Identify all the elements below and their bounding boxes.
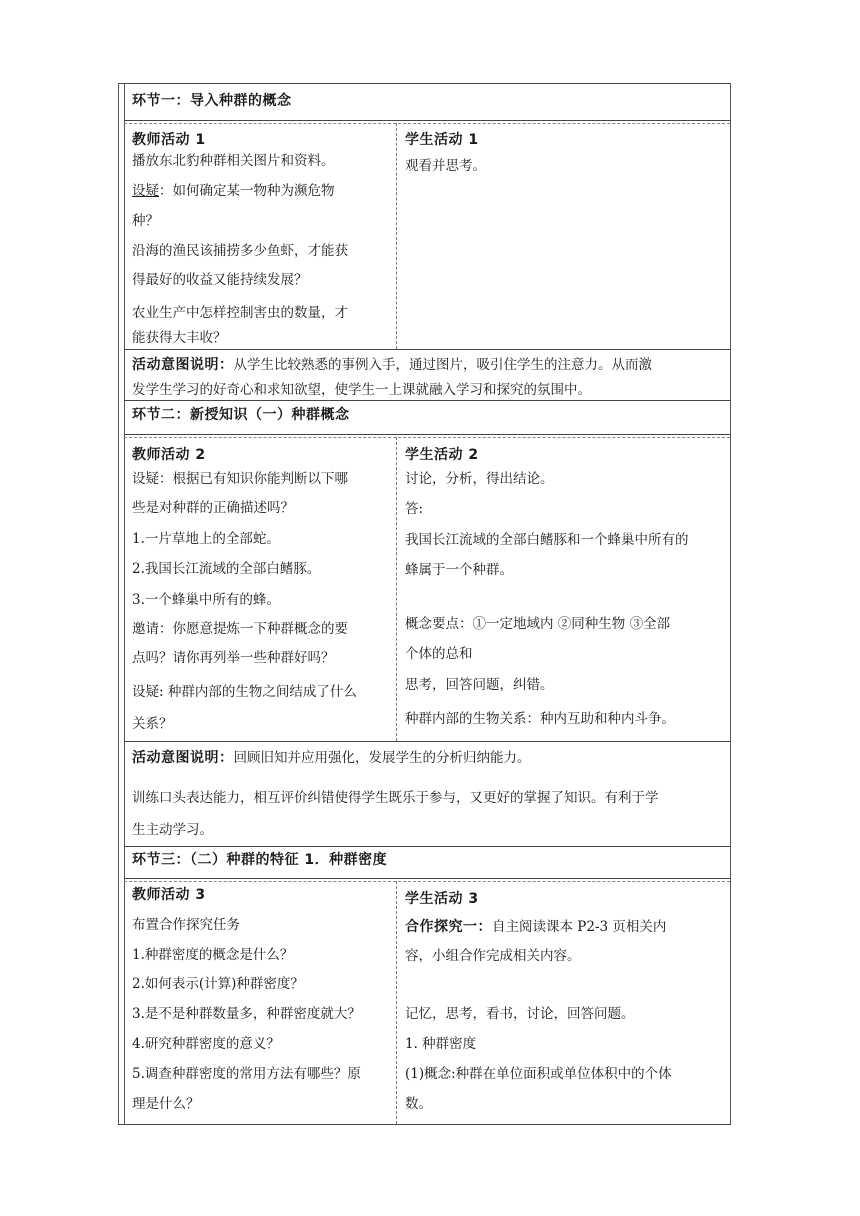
section2-teacher-l1: 设疑：根据已有知识你能判断以下哪	[132, 471, 348, 487]
section2-student-l2: 答:	[405, 501, 424, 517]
column-divider-1	[396, 123, 397, 349]
row-divider-6	[124, 846, 730, 847]
column-divider-3	[396, 881, 397, 1124]
row-divider-4	[124, 434, 730, 435]
section3-student-l3: 记忆，思考，看书，讨论，回答问题。	[405, 1006, 635, 1022]
section3-student-heading: 学生活动 3	[405, 891, 479, 907]
table-left-border	[118, 83, 119, 1125]
section2-student-l7: 思考，回答问题，纠错。	[405, 677, 554, 693]
section3-teacher-l2: 1.种群密度的概念是什么？	[132, 947, 294, 963]
section2-student-heading: 学生活动 2	[405, 447, 479, 463]
section1-teacher-question-line2: 种？	[132, 213, 159, 229]
section2-student-l4: 蜂属于一个种群。	[405, 562, 513, 578]
section1-student-heading: 学生活动 1	[405, 132, 479, 148]
section2-teacher-l2: 些是对种群的正确描述吗？	[132, 500, 294, 516]
row-divider-7b	[124, 881, 730, 882]
section2-intent-label: 活动意图说明：	[132, 750, 234, 766]
section1-teacher-p2-line2: 得最好的收益又能持续发展？	[132, 272, 308, 288]
section3-student-l2: 容，小组合作完成相关内容。	[405, 948, 581, 964]
row-divider-4b	[124, 437, 730, 438]
section2-teacher-l7: 点吗？请你再列举一些种群好吗？	[132, 650, 335, 666]
section3-student-l5: (1)概念:种群在单位面积或单位体积中的个体	[405, 1066, 672, 1082]
section3-teacher-l1: 布置合作探究任务	[132, 917, 240, 933]
section2-teacher-l9: 关系？	[132, 716, 173, 732]
section2-intent-line2: 训练口头表达能力，相互评价纠错使得学生既乐于参与，又更好的掌握了知识。有利于学	[132, 790, 659, 806]
section1-teacher-heading: 教师活动 1	[132, 132, 206, 148]
section3-student-l4: 1. 种群密度	[405, 1036, 477, 1052]
row-divider-1b	[124, 123, 730, 124]
section1-intent-label: 活动意图说明：	[132, 357, 234, 373]
section2-student-l8: 种群内部的生物关系：种内互助和种内斗争。	[405, 711, 675, 727]
section1-intent-text1: 从学生比较熟悉的事例入手，通过图片，吸引住学生的注意力。从而激	[233, 357, 652, 373]
section2-intent-text1: 回顾旧知并应用强化，发展学生的分析归纳能力。	[233, 750, 531, 766]
section1-intent-line2: 发学生学习的好奇心和求知欲望，使学生一上课就融入学习和探究的氛围中。	[132, 382, 591, 398]
section2-teacher-l6: 邀请：你愿意提炼一下种群概念的要	[132, 621, 348, 637]
section3-title: 环节三：（二）种群的特征 1．种群密度	[132, 852, 388, 868]
section1-teacher-line1: 播放东北豹种群相关图片和资料。	[132, 153, 335, 169]
section2-student-l5: 概念要点：①一定地域内 ②同种生物 ③全部	[405, 616, 671, 632]
row-divider-5	[124, 741, 730, 742]
column-divider-2	[396, 437, 397, 741]
row-divider-7	[124, 878, 730, 879]
section2-student-l6: 个体的总和	[405, 646, 473, 662]
section3-student-l1	[405, 917, 666, 937]
section1-student-line1: 观看并思考。	[405, 158, 486, 174]
table-top-border	[118, 83, 731, 84]
section2-intent-line1	[132, 748, 531, 768]
section1-intent-line1	[132, 355, 652, 375]
section2-student-l1: 讨论，分析，得出结论。	[405, 471, 554, 487]
table-inner-left-border	[124, 83, 125, 1125]
section3-teacher-l4: 3.是不是种群数量多，种群密度就大？	[132, 1006, 361, 1022]
section2-student-l3: 我国长江流域的全部白鳍豚和一个蜂巢中所有的	[405, 532, 689, 548]
section1-teacher-p3-line1: 农业生产中怎样控制害虫的数量，才	[132, 305, 348, 321]
row-divider-3	[124, 400, 730, 401]
section3-student-l6: 数。	[405, 1096, 432, 1112]
section2-teacher-l4: 2.我国长江流域的全部白鳍豚。	[132, 561, 321, 577]
section1-title: 环节一：导入种群的概念	[132, 93, 292, 109]
section3-teacher-l6: 5.调查种群密度的常用方法有哪些？原	[132, 1066, 361, 1082]
section3-teacher-l7: 理是什么？	[132, 1096, 200, 1112]
row-divider-2	[124, 349, 730, 350]
section1-teacher-p2-line1: 沿海的渔民该捕捞多少鱼虾，才能获	[132, 243, 348, 259]
section3-teacher-heading: 教师活动 3	[132, 887, 206, 903]
section2-teacher-l5: 3.一个蜂巢中所有的蜂。	[132, 592, 280, 608]
cooperative-inquiry-label: 合作探究一：	[405, 919, 492, 935]
table-right-border	[730, 83, 731, 1125]
cooperative-inquiry-text: 自主阅读课本 P2-3 页相关内	[492, 919, 667, 935]
section3-teacher-l3: 2.如何表示(计算)种群密度？	[132, 976, 304, 992]
section2-teacher-l8: 设疑: 种群内部的生物之间结成了什么	[132, 684, 357, 700]
question-label: 设疑	[132, 183, 159, 199]
section2-teacher-heading: 教师活动 2	[132, 447, 206, 463]
table-bottom-border	[118, 1124, 731, 1125]
section2-teacher-l3: 1.一片草地上的全部蛇。	[132, 531, 280, 547]
section2-intent-line3: 生主动学习。	[132, 822, 213, 838]
section2-title: 环节二：新授知识（一）种群概念	[132, 407, 350, 423]
row-divider-1	[124, 120, 730, 121]
section3-teacher-l5: 4.研究种群密度的意义？	[132, 1036, 280, 1052]
section1-teacher-question	[132, 181, 390, 201]
question-text: ：如何确定某一物种为濒危物	[159, 183, 335, 199]
section1-teacher-p3-line2: 能获得大丰收？	[132, 330, 227, 346]
